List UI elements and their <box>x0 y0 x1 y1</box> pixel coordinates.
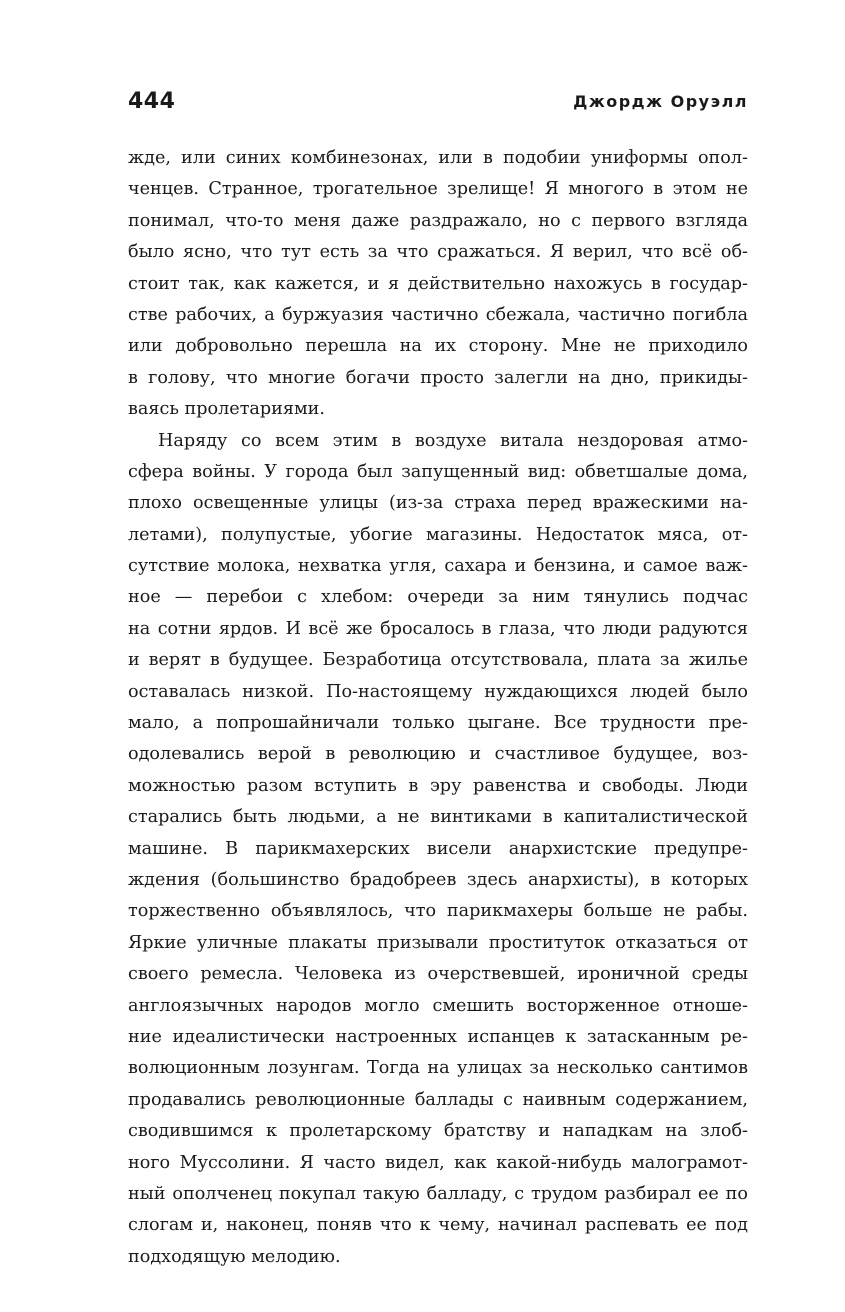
text-line: волюционным лозунгам. Тогда на улицах за несколько сантимов <box>128 1058 748 1079</box>
text-line: понимал, что-то меня даже раздражало, но с первого взгляда <box>128 210 748 231</box>
text-line: англоязычных народов могло смешить восторженное отноше- <box>128 995 748 1016</box>
text-line: жде, или синих комбинезонах, или в подобии униформы опол- <box>128 148 748 168</box>
text-line: мало, а попрошайничали только цыгане. Все трудности пре- <box>128 713 748 734</box>
text-line: или добровольно перешла на их сторону. Мне не приходило <box>128 336 748 357</box>
text-line: торжественно объявлялось, что парикмахеры больше не рабы. <box>128 901 748 922</box>
text-line: Яркие уличные плакаты призывали проституток отказаться от <box>128 932 748 953</box>
body-text <box>128 143 748 1273</box>
text-line: продавались революционные баллады с наивным содержанием, <box>128 1089 748 1110</box>
text-line: и верят в будущее. Безработица отсутствовала, плата за жилье <box>128 650 748 671</box>
text-line: ние идеалистически настроенных испанцев к затасканным ре- <box>128 1026 748 1047</box>
text-line: ченцев. Странное, трогательное зрелище! Я многого в этом не <box>128 179 748 200</box>
text-line: ное — перебои с хлебом: очереди за ним тянулись подчас <box>128 587 748 608</box>
text-line: ждения (большинство брадобреев здесь анархисты), в которых <box>128 869 748 890</box>
text-line: стоит так, как кажется, и я действительно нахожусь в государ- <box>128 273 748 294</box>
text-line: сфера войны. У города был запущенный вид: обветшалые дома, <box>128 461 748 482</box>
text-line: было ясно, что тут есть за что сражаться. Я верил, что всё об- <box>128 242 748 263</box>
text-line: ного Муссолини. Я часто видел, как какой-нибудь малограмот- <box>128 1152 748 1173</box>
text-line: одолевались верой в революцию и счастливое будущее, воз- <box>128 744 748 765</box>
text-line: оставалась низкой. По-настоящему нуждающихся людей было <box>128 681 748 702</box>
text-line: плохо освещенные улицы (из-за страха перед вражескими на- <box>128 493 748 514</box>
page-number: 444 <box>128 89 176 114</box>
page-header <box>128 86 748 118</box>
text-line: машине. В парикмахерских висели анархистские предупре- <box>128 838 748 859</box>
text-line: подходящую мелодию. <box>128 1246 341 1267</box>
text-line: сутствие молока, нехватка угля, сахара и бензина, и самое важ- <box>128 556 748 577</box>
text-line: своего ремесла. Человека из очерствевшей, ироничной среды <box>128 964 748 985</box>
text-line: ваясь пролетариями. <box>128 399 326 420</box>
text-line: стве рабочих, а буржуазия частично сбежала, частично погибла <box>128 304 748 325</box>
text-line: можностью разом вступить в эру равенства и свободы. Люди <box>128 775 748 796</box>
text-line: сводившимся к пролетарскому братству и нападкам на злоб- <box>128 1121 748 1142</box>
text-line: слогам и, наконец, поняв что к чему, начинал распевать ее под <box>128 1215 748 1236</box>
text-line: ный ополченец покупал такую балладу, с трудом разбирал ее по <box>128 1183 748 1204</box>
text-line: старались быть людьми, а не винтиками в капиталистической <box>128 807 748 828</box>
text-line: в голову, что многие богачи просто залегли на дно, прикиды- <box>128 367 748 388</box>
text-line: летами), полупустые, убогие магазины. Недостаток мяса, от- <box>128 524 748 545</box>
text-line: на сотни ярдов. И всё же бросалось в глаза, что люди радуются <box>128 618 748 639</box>
running-head-author: Джордж Оруэлл <box>573 92 748 111</box>
text-line: Наряду со всем этим в воздухе витала нездоровая атмо- <box>158 430 748 451</box>
